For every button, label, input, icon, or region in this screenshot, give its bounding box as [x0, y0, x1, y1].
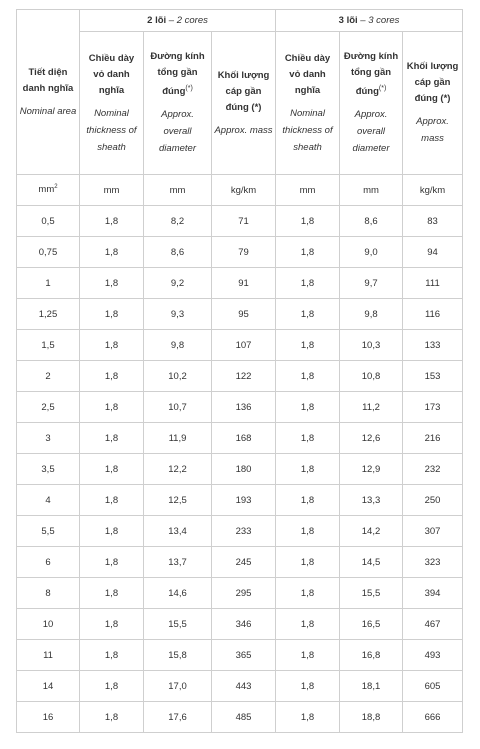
cell-sheath-2: 1,8: [80, 702, 144, 733]
cell-mass-2: 91: [212, 268, 276, 299]
cell-area: 2: [17, 361, 80, 392]
header-nominal-area: [17, 10, 80, 175]
cell-mass-3: 666: [403, 702, 463, 733]
cell-sheath-3: 1,8: [276, 392, 340, 423]
group-two-en: – 2 cores: [166, 15, 208, 26]
cell-sheath-2: 1,8: [80, 640, 144, 671]
cell-diameter-2: 8,6: [144, 237, 212, 268]
cell-diameter-2: 9,8: [144, 330, 212, 361]
header-sheath-vi: Chiều dày vỏ danh nghĩa: [88, 52, 135, 96]
header-diameter-vi: Đường kính tổng gần đúng: [343, 50, 399, 98]
cell-area: 10: [17, 609, 80, 640]
cell-diameter-2: 13,4: [144, 516, 212, 547]
units-row: [17, 175, 463, 206]
group-three-en: – 3 cores: [357, 15, 400, 26]
header-diameter-3: [340, 32, 403, 175]
header-area-en: Nominal area: [19, 105, 77, 117]
cell-sheath-3: 1,8: [276, 640, 340, 671]
cell-mass-2: 168: [212, 423, 276, 454]
cell-diameter-3: 9,0: [340, 237, 403, 268]
cell-diameter-3: 14,2: [340, 516, 403, 547]
cell-area: 14: [17, 671, 80, 702]
cell-mass-3: 111: [403, 268, 463, 299]
table-row: [17, 268, 463, 299]
cell-mass-3: 83: [403, 206, 463, 237]
cell-mass-3: 307: [403, 516, 463, 547]
header-diameter-2: [144, 32, 212, 175]
cell-mass-3: 250: [403, 485, 463, 516]
header-sheath-vi: Chiều dày vỏ danh nghĩa: [284, 52, 331, 96]
cell-diameter-3: 12,6: [340, 423, 403, 454]
cell-sheath-2: 1,8: [80, 609, 144, 640]
group-header-row: [17, 10, 463, 32]
cell-diameter-2: 8,2: [144, 206, 212, 237]
cell-mass-3: 394: [403, 578, 463, 609]
header-sheath-3: [276, 32, 340, 175]
cell-mass-2: 122: [212, 361, 276, 392]
cell-diameter-3: 15,5: [340, 578, 403, 609]
table-row: [17, 454, 463, 485]
cell-mass-3: 323: [403, 547, 463, 578]
cell-diameter-3: 16,5: [340, 609, 403, 640]
table-row: [17, 392, 463, 423]
table-row: [17, 423, 463, 454]
cell-mass-2: 443: [212, 671, 276, 702]
cell-area: 0,5: [17, 206, 80, 237]
group-three-vi: 3 lõi: [338, 15, 358, 26]
cell-mass-3: 94: [403, 237, 463, 268]
cell-mass-2: 346: [212, 609, 276, 640]
header-sheath-en: Nominal thickness of sheath: [282, 107, 333, 153]
table-row: [17, 702, 463, 733]
table-row: [17, 547, 463, 578]
unit-mass-3: kg/km: [403, 175, 463, 206]
header-mass-2: [212, 32, 276, 175]
cell-mass-3: 232: [403, 454, 463, 485]
cell-sheath-2: 1,8: [80, 454, 144, 485]
unit-sheath-3: mm: [276, 175, 340, 206]
cell-diameter-3: 11,2: [340, 392, 403, 423]
column-header-row: [17, 32, 463, 175]
cell-mass-3: 153: [403, 361, 463, 392]
cell-diameter-3: 12,9: [340, 454, 403, 485]
table-row: [17, 206, 463, 237]
cell-mass-2: 193: [212, 485, 276, 516]
header-diameter-mark: (*): [378, 84, 387, 92]
table-row: [17, 237, 463, 268]
cell-area: 1: [17, 268, 80, 299]
cell-area: 3: [17, 423, 80, 454]
group-three-cores: [276, 10, 463, 32]
table-row: [17, 361, 463, 392]
cell-sheath-2: 1,8: [80, 299, 144, 330]
cell-diameter-3: 18,8: [340, 702, 403, 733]
cell-diameter-2: 10,2: [144, 361, 212, 392]
cell-area: 8: [17, 578, 80, 609]
cell-mass-2: 485: [212, 702, 276, 733]
header-diameter-vi: Đường kính tổng gần đúng: [150, 50, 205, 98]
cell-mass-3: 133: [403, 330, 463, 361]
cell-area: 16: [17, 702, 80, 733]
group-two-vi: 2 lõi: [147, 15, 167, 26]
cell-diameter-2: 9,3: [144, 299, 212, 330]
cell-diameter-2: 11,9: [144, 423, 212, 454]
cell-diameter-3: 8,6: [340, 206, 403, 237]
cell-mass-2: 71: [212, 206, 276, 237]
cell-area: 4: [17, 485, 80, 516]
cell-sheath-3: 1,8: [276, 671, 340, 702]
table-row: [17, 578, 463, 609]
header-mass-en: Approx. mass: [214, 124, 273, 136]
cell-mass-3: 216: [403, 423, 463, 454]
cell-sheath-2: 1,8: [80, 547, 144, 578]
cell-diameter-3: 16,8: [340, 640, 403, 671]
cell-mass-3: 467: [403, 609, 463, 640]
header-mass-3: [403, 32, 463, 175]
cell-sheath-3: 1,8: [276, 206, 340, 237]
unit-diameter-2: mm: [144, 175, 212, 206]
unit-sheath-2: mm: [80, 175, 144, 206]
header-mass-vi: Khối lượng cáp gần đúng (*): [406, 61, 459, 104]
header-diameter-en: Approx. overall diameter: [159, 109, 196, 155]
cell-mass-2: 245: [212, 547, 276, 578]
cell-diameter-3: 14,5: [340, 547, 403, 578]
cell-mass-2: 233: [212, 516, 276, 547]
header-area-vi: Tiết diện danh nghĩa: [22, 66, 74, 94]
cell-sheath-3: 1,8: [276, 485, 340, 516]
cell-area: 1,25: [17, 299, 80, 330]
cell-diameter-3: 9,7: [340, 268, 403, 299]
table-row: [17, 516, 463, 547]
cell-mass-3: 493: [403, 640, 463, 671]
cell-sheath-3: 1,8: [276, 609, 340, 640]
table-row: [17, 640, 463, 671]
cell-mass-2: 295: [212, 578, 276, 609]
cell-sheath-3: 1,8: [276, 454, 340, 485]
cell-mass-2: 107: [212, 330, 276, 361]
cell-sheath-2: 1,8: [80, 361, 144, 392]
cell-sheath-3: 1,8: [276, 268, 340, 299]
cell-area: 0,75: [17, 237, 80, 268]
cell-mass-2: 95: [212, 299, 276, 330]
group-two-cores: [80, 10, 276, 32]
cell-sheath-2: 1,8: [80, 330, 144, 361]
cell-mass-2: 365: [212, 640, 276, 671]
cell-diameter-3: 13,3: [340, 485, 403, 516]
cell-mass-3: 173: [403, 392, 463, 423]
cell-area: 3,5: [17, 454, 80, 485]
header-diameter-en: Approx. overall diameter: [352, 109, 390, 155]
cell-diameter-2: 9,2: [144, 268, 212, 299]
header-sheath-2: [80, 32, 144, 175]
cell-diameter-3: 10,3: [340, 330, 403, 361]
cell-sheath-3: 1,8: [276, 237, 340, 268]
table-row: [17, 299, 463, 330]
cell-area: 11: [17, 640, 80, 671]
cell-sheath-2: 1,8: [80, 268, 144, 299]
cell-sheath-3: 1,8: [276, 361, 340, 392]
table-row: [17, 671, 463, 702]
cell-area: 5,5: [17, 516, 80, 547]
cell-diameter-2: 14,6: [144, 578, 212, 609]
unit-area: $mm^2$: [17, 175, 80, 206]
cell-sheath-3: 1,8: [276, 516, 340, 547]
cell-sheath-2: 1,8: [80, 516, 144, 547]
cell-diameter-3: 10,8: [340, 361, 403, 392]
cell-sheath-2: 1,8: [80, 485, 144, 516]
cell-diameter-2: 10,7: [144, 392, 212, 423]
cell-sheath-2: 1,8: [80, 578, 144, 609]
cell-sheath-2: 1,8: [80, 237, 144, 268]
cell-sheath-2: 1,8: [80, 423, 144, 454]
cell-diameter-3: 9,8: [340, 299, 403, 330]
cell-sheath-3: 1,8: [276, 578, 340, 609]
cell-area: 1,5: [17, 330, 80, 361]
cell-mass-3: 116: [403, 299, 463, 330]
cell-sheath-3: 1,8: [276, 423, 340, 454]
table-row: [17, 609, 463, 640]
cell-mass-3: 605: [403, 671, 463, 702]
cell-diameter-2: 15,8: [144, 640, 212, 671]
header-mass-en: Approx. mass: [416, 116, 449, 144]
cell-diameter-2: 17,0: [144, 671, 212, 702]
cell-diameter-3: 18,1: [340, 671, 403, 702]
cell-area: 6: [17, 547, 80, 578]
cell-area: 2,5: [17, 392, 80, 423]
cell-sheath-2: 1,8: [80, 671, 144, 702]
table-row: [17, 330, 463, 361]
header-sheath-en: Nominal thickness of sheath: [86, 107, 137, 153]
cell-sheath-3: 1,8: [276, 547, 340, 578]
header-diameter-mark: (*): [185, 84, 193, 92]
cell-diameter-2: 17,6: [144, 702, 212, 733]
unit-diameter-3: mm: [340, 175, 403, 206]
cell-sheath-3: 1,8: [276, 330, 340, 361]
cell-mass-2: 79: [212, 237, 276, 268]
cell-diameter-2: 12,5: [144, 485, 212, 516]
cable-spec-table: [16, 9, 463, 733]
cell-sheath-3: 1,8: [276, 702, 340, 733]
cell-diameter-2: 13,7: [144, 547, 212, 578]
cell-sheath-2: 1,8: [80, 206, 144, 237]
table-row: [17, 485, 463, 516]
unit-mass-2: kg/km: [212, 175, 276, 206]
cell-sheath-2: 1,8: [80, 392, 144, 423]
header-mass-vi: Khối lượng cáp gần đúng (*): [217, 69, 270, 113]
cell-diameter-2: 15,5: [144, 609, 212, 640]
cell-mass-2: 180: [212, 454, 276, 485]
cell-sheath-3: 1,8: [276, 299, 340, 330]
cell-diameter-2: 12,2: [144, 454, 212, 485]
cell-mass-2: 136: [212, 392, 276, 423]
